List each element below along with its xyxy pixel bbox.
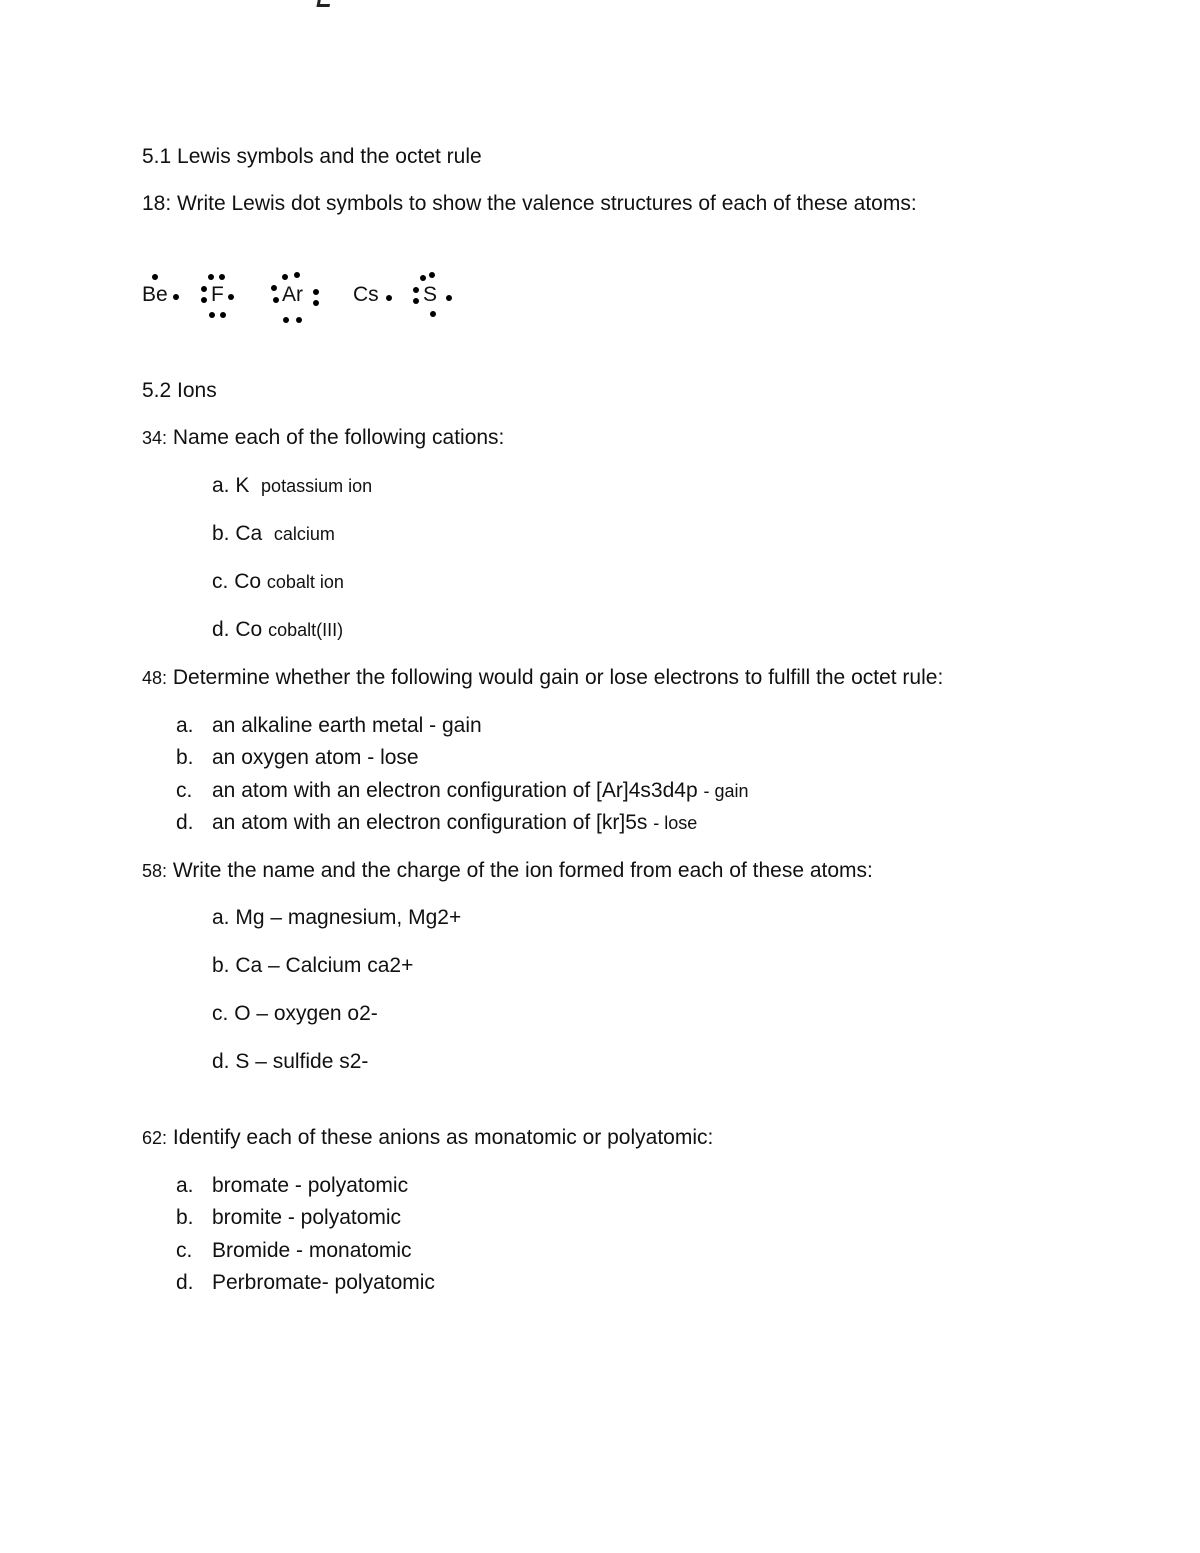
electron-dot xyxy=(283,317,289,323)
electron-dot xyxy=(420,275,426,281)
question-text: Identify each of these anions as monatomic or polyatomic: xyxy=(172,1126,714,1149)
list-item: a. bromate - polyatomic xyxy=(176,1174,409,1197)
electron-dot xyxy=(271,285,277,291)
electron-dot xyxy=(429,272,435,278)
electron-dot xyxy=(294,272,300,278)
list-item: d. Co cobalt(III) xyxy=(212,618,344,641)
element-symbol: F xyxy=(211,283,224,306)
element-symbol: S xyxy=(423,283,438,306)
electron-dot xyxy=(152,274,158,280)
question-34 xyxy=(142,425,504,451)
electron-dot xyxy=(273,297,279,303)
electron-dot xyxy=(313,300,319,306)
cropped-header-fragment xyxy=(317,0,333,7)
list-item: b. Ca calcium xyxy=(212,522,335,545)
lewis-structure-s xyxy=(408,282,458,312)
question-number: 58: xyxy=(142,861,168,881)
answer: - gain xyxy=(703,781,749,801)
list-item: a. K potassium ion xyxy=(212,474,373,497)
list-item: a. an alkaline earth metal - gain xyxy=(176,714,482,737)
electron-dot xyxy=(209,312,215,318)
question-text: Name each of the following cations: xyxy=(172,426,505,449)
question-62 xyxy=(142,1125,713,1151)
lewis-structure-be xyxy=(142,282,202,312)
lewis-structure-cs xyxy=(353,282,398,312)
question-number: 18: xyxy=(142,192,172,215)
answer: - lose xyxy=(653,813,698,833)
question-18 xyxy=(142,191,917,217)
list-item: c. an atom with an electron configuration of [Ar]4s3d4p - gain xyxy=(176,779,749,802)
lewis-structure-f xyxy=(196,282,246,312)
electron-dot xyxy=(201,286,207,292)
electron-dot xyxy=(219,274,225,280)
list-item: c. Bromide - monatomic xyxy=(176,1239,412,1262)
list-item: c. O – oxygen o2- xyxy=(212,1002,378,1025)
electron-dot xyxy=(173,294,179,300)
section-heading-5-2: 5.2 Ions xyxy=(142,379,217,402)
electron-dot xyxy=(228,294,234,300)
answer: calcium xyxy=(273,524,335,544)
list-item: c. Co cobalt ion xyxy=(212,570,344,593)
question-text: Write the name and the charge of the ion formed from each of these atoms: xyxy=(172,859,873,882)
electron-dot xyxy=(208,274,214,280)
electron-dot xyxy=(201,297,207,303)
element-symbol: Cs xyxy=(353,283,379,306)
electron-dot xyxy=(386,295,392,301)
list-item: b. bromite - polyatomic xyxy=(176,1206,402,1229)
electron-dot xyxy=(446,295,452,301)
question-text: Write Lewis dot symbols to show the valence structures of each of these atoms: xyxy=(177,192,917,215)
electron-dot xyxy=(296,317,302,323)
answer: cobalt(III) xyxy=(268,620,344,640)
element-symbol: Be xyxy=(142,283,168,306)
electron-dot xyxy=(413,298,419,304)
question-48 xyxy=(142,665,943,691)
answer: cobalt ion xyxy=(266,572,344,592)
section-heading-5-1: 5.1 Lewis symbols and the octet rule xyxy=(142,145,482,168)
electron-dot xyxy=(282,274,288,280)
element-symbol: Ar xyxy=(282,283,303,306)
lewis-structure-ar xyxy=(268,282,328,312)
electron-dot xyxy=(313,289,319,295)
question-number: 48: xyxy=(142,668,168,688)
list-item: d. Perbromate- polyatomic xyxy=(176,1271,435,1294)
list-item: b. an oxygen atom - lose xyxy=(176,746,419,769)
question-58 xyxy=(142,858,873,884)
answer: potassium ion xyxy=(261,476,373,496)
question-text: Determine whether the following would gain or lose electrons to fulfill the octet rule: xyxy=(172,666,944,689)
list-item: a. Mg – magnesium, Mg2+ xyxy=(212,906,462,929)
list-item: d. an atom with an electron configuration of [kr]5s - lose xyxy=(176,811,698,834)
question-number: 34: xyxy=(142,428,168,448)
question-number: 62: xyxy=(142,1128,168,1148)
electron-dot xyxy=(220,312,226,318)
list-item: b. Ca – Calcium ca2+ xyxy=(212,954,414,977)
electron-dot xyxy=(413,287,419,293)
electron-dot xyxy=(430,311,436,317)
list-item: d. S – sulfide s2- xyxy=(212,1050,369,1073)
